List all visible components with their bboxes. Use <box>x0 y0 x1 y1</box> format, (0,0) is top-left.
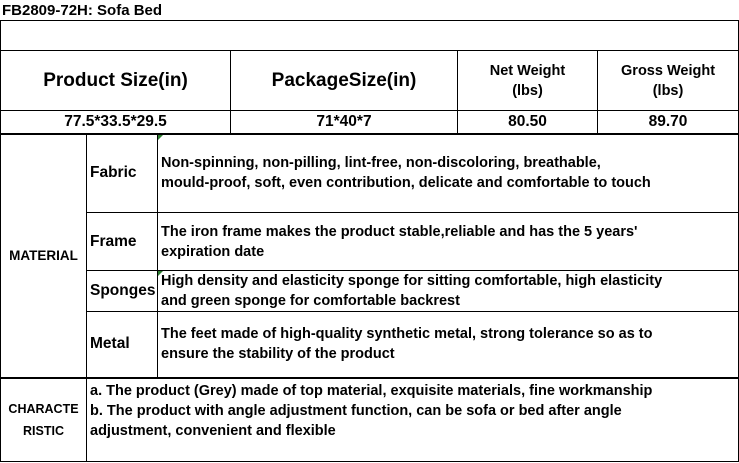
material-desc-sponges-line1: High density and elasticity sponge for sitting comfortable, high elasticity <box>161 273 663 289</box>
spec-table <box>0 20 739 462</box>
gross-weight-header <box>598 51 739 111</box>
material-name-fabric: Fabric <box>87 134 158 213</box>
product-size-value: 77.5*33.5*29.5 <box>1 111 231 134</box>
gross-weight-header-line1: Gross Weight <box>621 62 716 79</box>
material-desc-fabric-line2: mould-proof, soft, even contribution, delicate and comfortable to touch <box>161 175 651 192</box>
material-row-metal <box>1 312 739 378</box>
blank-row <box>1 21 739 51</box>
material-desc-frame-line2: expiration date <box>161 243 265 260</box>
characteristic-row <box>1 378 739 462</box>
net-weight-header <box>458 51 598 111</box>
header-row <box>1 51 739 111</box>
gross-weight-header-line2: (lbs) <box>652 82 684 99</box>
comment-marker-icon <box>158 271 163 276</box>
characteristic-label <box>1 378 87 462</box>
product-size-header: Product Size(in) <box>1 51 231 111</box>
gross-weight-value: 89.70 <box>598 111 739 134</box>
material-row-sponges <box>1 271 739 312</box>
package-size-value: 71*40*7 <box>231 111 458 134</box>
material-desc-metal-line1: The feet made of high-quality synthetic metal, strong tolerance so as to <box>161 326 653 343</box>
package-size-header: PackageSize(in) <box>231 51 458 111</box>
material-desc-fabric-line1: Non-spinning, non-pilling, lint-free, non-discoloring, breathable, <box>161 155 601 172</box>
net-weight-header-line1: Net Weight <box>489 62 566 79</box>
characteristic-desc <box>87 378 739 462</box>
characteristic-label-line1: CHARACTE <box>8 401 79 416</box>
material-desc-sponges <box>158 271 739 312</box>
material-row-fabric <box>1 134 739 213</box>
material-label: MATERIAL <box>1 134 87 378</box>
characteristic-desc-line3: adjustment, convenient and flexible <box>90 422 336 439</box>
net-weight-header-line2: (lbs) <box>512 82 543 99</box>
material-desc-frame <box>158 213 739 271</box>
blank-cell <box>1 21 739 51</box>
material-name-frame: Frame <box>87 213 158 271</box>
material-row-frame <box>1 213 739 271</box>
material-name-metal: Metal <box>87 312 158 378</box>
material-desc-metal <box>158 312 739 378</box>
document-title: FB2809-72H: Sofa Bed <box>2 2 163 19</box>
material-desc-metal-line2: ensure the stability of the product <box>161 346 395 363</box>
characteristic-desc-line2: b. The product with angle adjustment function, can be sofa or bed after angle <box>90 402 622 419</box>
material-desc-frame-line1: The iron frame makes the product stable,reliable and has the 5 years' <box>161 223 638 240</box>
characteristic-label-line2: RISTIC <box>23 423 64 438</box>
characteristic-desc-line1: a. The product (Grey) made of top material, exquisite materials, fine workmanship <box>90 382 653 399</box>
material-desc-fabric <box>158 134 739 213</box>
comment-marker-icon <box>158 135 163 140</box>
material-name-sponges: Sponges <box>87 271 158 312</box>
values-row <box>1 111 739 134</box>
net-weight-value: 80.50 <box>458 111 598 134</box>
material-desc-sponges-line2: and green sponge for comfortable backrest <box>161 293 460 309</box>
